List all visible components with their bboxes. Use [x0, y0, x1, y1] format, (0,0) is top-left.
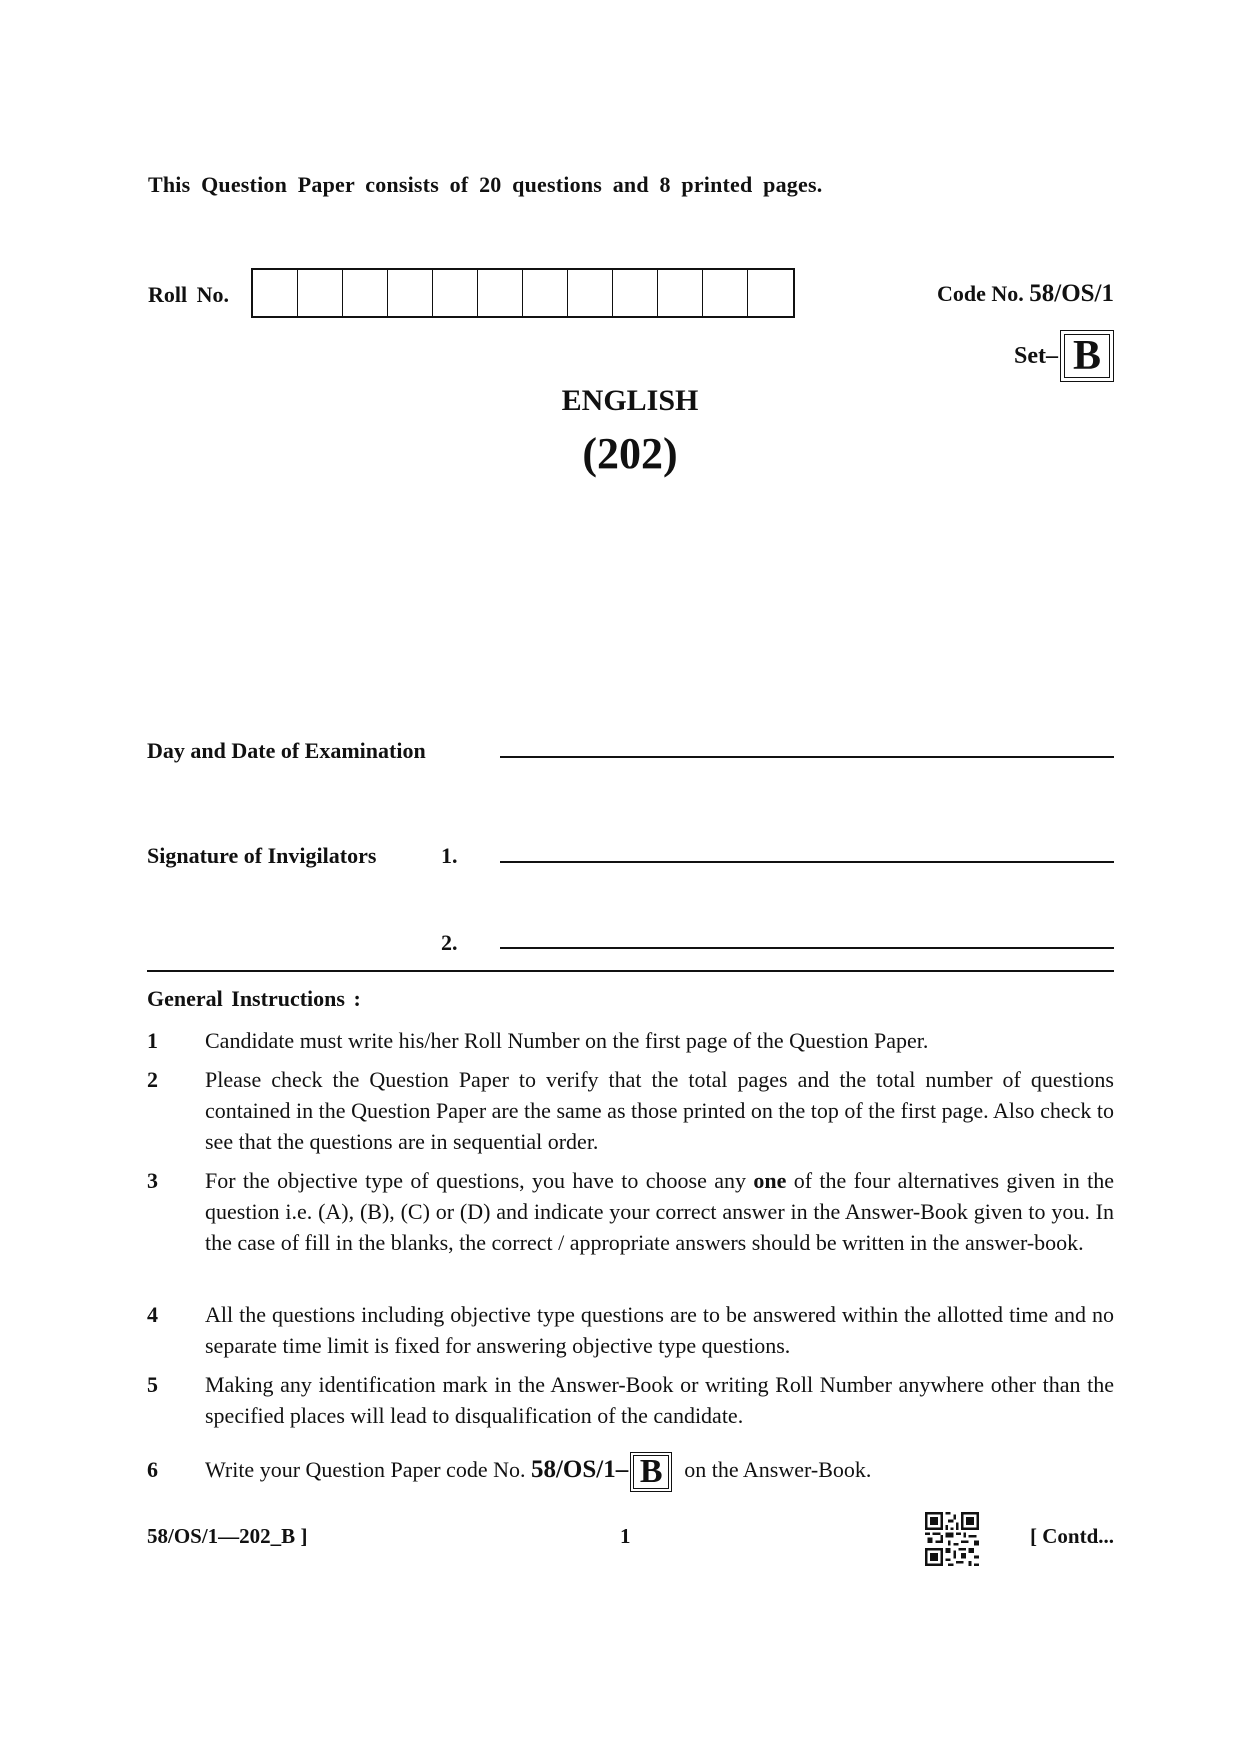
roll-number-box[interactable]	[253, 270, 298, 316]
instruction-text: Making any identification mark in the Answer-Book or writing Roll Number anywhere other than the specified places will lead to disqualification of the candidate.	[205, 1372, 1114, 1428]
qr-code-icon	[925, 1512, 979, 1566]
subject-name: ENGLISH	[561, 384, 699, 417]
instruction-text: Please check the Question Paper to verify that the total pages and the total number of questions contained in the Question Paper are the same as those printed on the top of the first page. Also check to see that the questions are in sequential order.	[205, 1067, 1114, 1154]
general-instructions-title: General Instructions :	[147, 986, 361, 1011]
instruction-item	[147, 1369, 1114, 1431]
roll-number-label: Roll No.	[148, 282, 229, 307]
page-number: 1	[620, 1524, 631, 1548]
exam-date-line[interactable]	[500, 756, 1114, 758]
instruction-item	[147, 1064, 1114, 1157]
footer-paper-code: 58/OS/1—202_B ]	[147, 1524, 308, 1548]
instruction-item	[147, 1450, 1114, 1492]
roll-number-box[interactable]	[748, 270, 793, 316]
instruction-text: For the objective type of questions, you have to choose any one of the four alternatives given in the question i.e. (A), (B), (C) or (D) and indicate your correct answer in the Answer-Book given to you. In the case of fill in the blanks, the correct / appropriate answers should be written in the answer-book.	[205, 1168, 1115, 1255]
continued-label: [ Contd...	[1029, 1524, 1114, 1548]
roll-number-box[interactable]	[613, 270, 658, 316]
invigilators-label: Signature of Invigilators	[147, 843, 377, 868]
roll-number-box[interactable]	[523, 270, 568, 316]
set-indicator	[1014, 330, 1114, 382]
set-box: B	[1060, 330, 1114, 382]
code-number	[937, 280, 1114, 308]
emphasis-one: one	[753, 1168, 787, 1193]
roll-number-box[interactable]	[388, 270, 433, 316]
instruction-item	[147, 1025, 1114, 1056]
invigilator-1-number: 1.	[441, 843, 458, 868]
instruction-number: 5	[147, 1372, 158, 1397]
roll-number-box[interactable]	[343, 270, 388, 316]
instruction-text: Write your Question Paper code No. 58/OS/1– B on the Answer-Book.	[205, 1452, 872, 1490]
roll-number-box[interactable]	[433, 270, 478, 316]
subject-code: (202)	[582, 429, 678, 478]
instruction-text: Candidate must write his/her Roll Number on the first page of the Question Paper.	[205, 1028, 929, 1053]
roll-number-box[interactable]	[298, 270, 343, 316]
roll-number-boxes	[251, 268, 795, 318]
header-note: This Question Paper consists of 20 questions and 8 printed pages.	[148, 172, 823, 197]
set-box-inline: B	[630, 1452, 672, 1492]
instruction-text: All the questions including objective type questions are to be answered within the allotted time and no separate time limit is fixed for answering objective type questions.	[205, 1302, 1114, 1358]
roll-number-box[interactable]	[703, 270, 748, 316]
roll-number-box[interactable]	[568, 270, 613, 316]
instruction-number: 3	[147, 1168, 158, 1193]
paper-code-inline: 58/OS/1–	[530, 1456, 629, 1483]
exam-date-label: Day and Date of Examination	[147, 738, 426, 763]
instruction-number: 1	[147, 1028, 158, 1053]
code-label: Code No.	[936, 281, 1024, 306]
roll-number-box[interactable]	[478, 270, 523, 316]
instruction-item	[147, 1299, 1114, 1361]
invigilator-2-number: 2.	[441, 930, 458, 955]
instruction-number: 6	[147, 1457, 158, 1482]
invigilator-1-line[interactable]	[500, 861, 1114, 863]
instruction-number: 4	[147, 1302, 158, 1327]
set-label: Set–	[1014, 342, 1058, 369]
instruction-number: 2	[147, 1067, 158, 1092]
invigilator-2-line[interactable]	[500, 947, 1114, 949]
separator-line	[147, 970, 1114, 972]
code-value: 58/OS/1	[1029, 280, 1114, 307]
roll-number-box[interactable]	[658, 270, 703, 316]
instruction-item	[147, 1165, 1114, 1258]
